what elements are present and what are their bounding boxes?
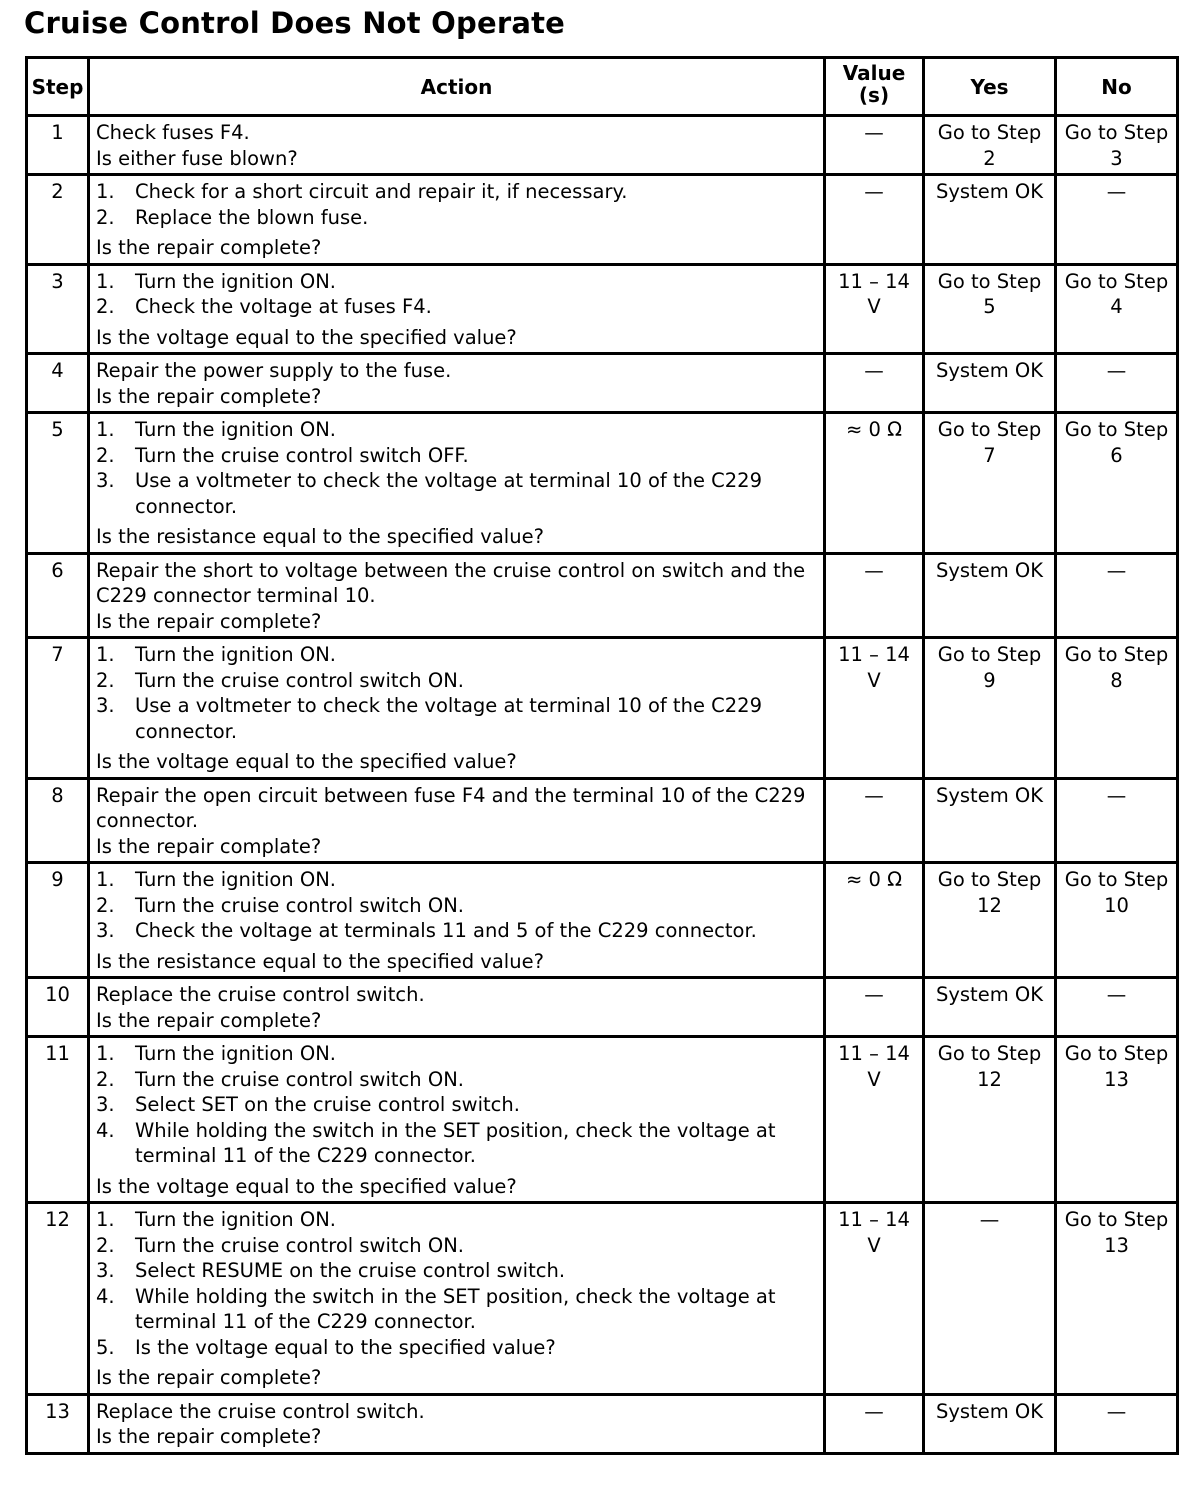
no-cell: — <box>1056 175 1178 265</box>
substep-item <box>96 1335 817 1361</box>
table-row <box>27 413 1178 554</box>
substep-item <box>96 693 817 744</box>
action-question: Is the voltage equal to the specified value? <box>96 1174 517 1198</box>
value-cell: 11 – 14 V <box>825 264 924 354</box>
value-cell: ≈ 0 Ω <box>825 413 924 554</box>
substep-item <box>96 205 817 231</box>
action-line: Replace the cruise control switch. <box>96 1399 425 1423</box>
yes-cell: Go to Step 12 <box>924 1037 1056 1203</box>
action-cell <box>89 1037 825 1203</box>
action-line: Is the repair complete? <box>96 384 322 408</box>
action-cell <box>89 863 825 978</box>
action-line: Is the repair complete? <box>96 609 322 633</box>
substep-item <box>96 179 817 205</box>
yes-cell: System OK <box>924 778 1056 863</box>
substep-number: 2. <box>96 443 115 467</box>
no-cell: Go to Step 4 <box>1056 264 1178 354</box>
header-step: Step <box>27 58 89 116</box>
substep-item <box>96 642 817 668</box>
yes-cell: System OK <box>924 553 1056 638</box>
step-number: 4 <box>27 354 89 413</box>
substep-text: Replace the blown fuse. <box>135 205 369 229</box>
substep-number: 1. <box>96 643 115 666</box>
value-cell: 11 – 14 V <box>825 1037 924 1203</box>
yes-cell: System OK <box>924 1394 1056 1453</box>
action-line: Replace the cruise control switch. <box>96 983 425 1006</box>
substep-item <box>96 1233 817 1259</box>
substep-text: Turn the ignition ON. <box>135 418 336 441</box>
substep-text: Check the voltage at terminals 11 and 5 of the C229 connector. <box>135 919 757 942</box>
step-number: 3 <box>27 264 89 354</box>
substep-number: 4. <box>96 1118 115 1142</box>
value-cell: 11 – 14 V <box>825 638 924 779</box>
step-number: 6 <box>27 553 89 638</box>
substep-number: 1. <box>96 1208 115 1231</box>
substep-text: Check for a short circuit and repair it, if necessary. <box>135 180 628 203</box>
action-line: Repair the power supply to the fuse. <box>96 359 452 382</box>
action-cell <box>89 175 825 265</box>
action-question: Is the repair complete? <box>96 1366 322 1389</box>
header-yes: Yes <box>924 58 1056 116</box>
substep-text: Turn the cruise control switch ON. <box>135 893 464 917</box>
action-line: Repair the short to voltage between the cruise control on switch and the C229 connector terminal 10. <box>96 558 806 607</box>
substep-number: 2. <box>96 668 115 692</box>
value-cell: — <box>825 175 924 265</box>
substep-number: 1. <box>96 418 115 441</box>
substep-text: Check the voltage at fuses F4. <box>135 295 432 318</box>
substep-text: Turn the ignition ON. <box>135 643 336 666</box>
substep-text: Turn the ignition ON. <box>135 1042 336 1065</box>
yes-cell: System OK <box>924 978 1056 1037</box>
value-cell: — <box>825 1394 924 1453</box>
action-line: Is the repair complete? <box>96 1425 322 1448</box>
substep-item <box>96 417 817 443</box>
yes-cell: Go to Step 12 <box>924 863 1056 978</box>
substep-item <box>96 1041 817 1067</box>
yes-cell: Go to Step 2 <box>924 116 1056 175</box>
action-cell <box>89 1203 825 1395</box>
substep-item <box>96 443 817 469</box>
substep-text: Turn the cruise control switch ON. <box>135 1067 464 1091</box>
action-line: Is the repair complete? <box>96 1008 322 1032</box>
action-line: Check fuses F4. <box>96 121 250 144</box>
value-cell: — <box>825 978 924 1037</box>
substep-list <box>96 867 817 944</box>
table-row <box>27 1394 1178 1453</box>
substep-item <box>96 1207 817 1233</box>
yes-cell: Go to Step 5 <box>924 264 1056 354</box>
table-row <box>27 778 1178 863</box>
action-cell <box>89 778 825 863</box>
value-cell: 11 – 14 V <box>825 1203 924 1395</box>
substep-text: Turn the cruise control switch ON. <box>135 1233 464 1257</box>
yes-cell: — <box>924 1203 1056 1395</box>
step-number: 8 <box>27 778 89 863</box>
no-cell: Go to Step 13 <box>1056 1203 1178 1395</box>
step-number: 11 <box>27 1037 89 1203</box>
substep-number: 3. <box>96 1259 115 1282</box>
no-cell: — <box>1056 553 1178 638</box>
table-row <box>27 638 1178 779</box>
substep-item <box>96 893 817 919</box>
substep-list <box>96 179 817 230</box>
header-action: Action <box>89 58 825 116</box>
header-no: No <box>1056 58 1178 116</box>
substep-number: 1. <box>96 269 115 293</box>
substep-list <box>96 269 817 320</box>
table-row <box>27 553 1178 638</box>
substep-item <box>96 867 817 893</box>
substep-number: 3. <box>96 694 115 717</box>
action-cell <box>89 638 825 779</box>
substep-number: 2. <box>96 1067 115 1091</box>
action-question: Is the repair complete? <box>96 236 322 259</box>
step-number: 5 <box>27 413 89 554</box>
yes-cell: Go to Step 9 <box>924 638 1056 779</box>
substep-item <box>96 269 817 295</box>
table-row <box>27 116 1178 175</box>
substep-list <box>96 642 817 744</box>
no-cell: Go to Step 6 <box>1056 413 1178 554</box>
substep-list <box>96 417 817 519</box>
header-value: Value (s) <box>825 58 924 116</box>
no-cell: — <box>1056 978 1178 1037</box>
header-row <box>27 58 1178 116</box>
action-line: Is either fuse blown? <box>96 146 298 170</box>
step-number: 12 <box>27 1203 89 1395</box>
substep-text: Use a voltmeter to check the voltage at terminal 10 of the C229 connector. <box>135 694 762 743</box>
substep-text: While holding the switch in the SET position, check the voltage at terminal 11 of the C229 connector. <box>135 1284 776 1333</box>
substep-text: Is the voltage equal to the specified value? <box>135 1335 556 1359</box>
action-line: Is the repair complate? <box>96 834 322 858</box>
action-cell <box>89 354 825 413</box>
value-cell: ≈ 0 Ω <box>825 863 924 978</box>
yes-cell: System OK <box>924 354 1056 413</box>
substep-text: Turn the ignition ON. <box>135 269 336 293</box>
step-number: 13 <box>27 1394 89 1453</box>
step-number: 9 <box>27 863 89 978</box>
action-cell <box>89 978 825 1037</box>
substep-number: 3. <box>96 469 115 492</box>
no-cell: Go to Step 10 <box>1056 863 1178 978</box>
substep-item <box>96 918 817 944</box>
yes-cell: System OK <box>924 175 1056 265</box>
action-cell <box>89 116 825 175</box>
action-cell <box>89 413 825 554</box>
substep-text: Turn the ignition ON. <box>135 868 336 891</box>
substep-number: 4. <box>96 1284 115 1308</box>
step-number: 2 <box>27 175 89 265</box>
table-row <box>27 175 1178 265</box>
action-question: Is the resistance equal to the specified value? <box>96 949 544 973</box>
substep-item <box>96 1092 817 1118</box>
substep-item <box>96 1258 817 1284</box>
step-number: 1 <box>27 116 89 175</box>
substep-number: 3. <box>96 919 115 942</box>
value-cell: — <box>825 116 924 175</box>
no-cell: Go to Step 3 <box>1056 116 1178 175</box>
substep-number: 2. <box>96 295 115 318</box>
value-cell: — <box>825 778 924 863</box>
yes-cell: Go to Step 7 <box>924 413 1056 554</box>
substep-item <box>96 1284 817 1335</box>
no-cell: Go to Step 13 <box>1056 1037 1178 1203</box>
substep-text: Turn the cruise control switch OFF. <box>135 443 469 467</box>
table-row <box>27 264 1178 354</box>
action-cell <box>89 1394 825 1453</box>
table-row <box>27 1203 1178 1395</box>
action-question: Is the resistance equal to the specified value? <box>96 525 544 548</box>
action-cell <box>89 553 825 638</box>
table-row <box>27 1037 1178 1203</box>
action-line: Repair the open circuit between fuse F4 and the terminal 10 of the C229 connector. <box>96 783 806 832</box>
table-body <box>27 116 1178 1454</box>
substep-number: 2. <box>96 893 115 917</box>
substep-number: 1. <box>96 180 115 203</box>
step-number: 7 <box>27 638 89 779</box>
no-cell: — <box>1056 778 1178 863</box>
substep-text: Select SET on the cruise control switch. <box>135 1093 520 1116</box>
substep-number: 1. <box>96 868 115 891</box>
no-cell: — <box>1056 1394 1178 1453</box>
substep-number: 3. <box>96 1093 115 1116</box>
substep-text: Turn the ignition ON. <box>135 1208 336 1231</box>
substep-number: 2. <box>96 205 115 229</box>
substep-item <box>96 468 817 519</box>
action-question: Is the voltage equal to the specified value? <box>96 750 517 773</box>
substep-item <box>96 668 817 694</box>
table-row <box>27 354 1178 413</box>
no-cell: Go to Step 8 <box>1056 638 1178 779</box>
value-cell: — <box>825 553 924 638</box>
value-cell: — <box>825 354 924 413</box>
table-row <box>27 863 1178 978</box>
substep-text: While holding the switch in the SET position, check the voltage at terminal 11 of the C229 connector. <box>135 1118 776 1167</box>
step-number: 10 <box>27 978 89 1037</box>
substep-list <box>96 1041 817 1169</box>
diagnostic-table <box>25 56 1179 1455</box>
no-cell: — <box>1056 354 1178 413</box>
substep-item <box>96 1118 817 1169</box>
substep-item <box>96 1067 817 1093</box>
substep-item <box>96 294 817 320</box>
substep-number: 1. <box>96 1042 115 1065</box>
action-question: Is the voltage equal to the specified value? <box>96 325 517 349</box>
action-cell <box>89 264 825 354</box>
substep-text: Turn the cruise control switch ON. <box>135 668 464 692</box>
substep-list <box>96 1207 817 1360</box>
substep-text: Use a voltmeter to check the voltage at terminal 10 of the C229 connector. <box>135 469 762 518</box>
page-title: Cruise Control Does Not Operate <box>24 6 566 40</box>
substep-number: 2. <box>96 1233 115 1257</box>
table-row <box>27 978 1178 1037</box>
substep-text: Select RESUME on the cruise control switch. <box>135 1259 566 1282</box>
substep-number: 5. <box>96 1335 115 1359</box>
